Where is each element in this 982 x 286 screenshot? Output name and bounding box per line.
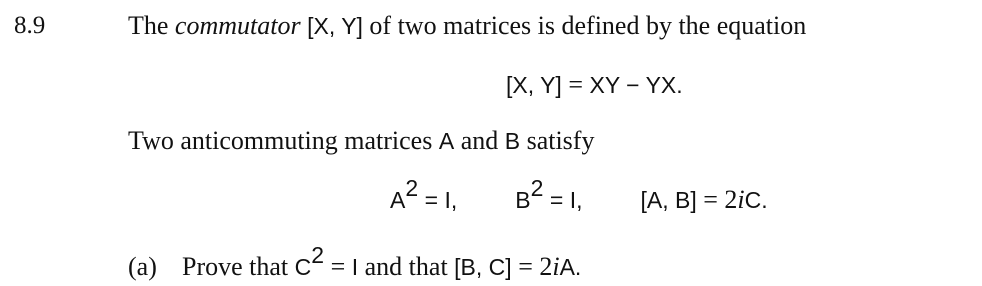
definition-equals: =	[568, 70, 583, 99]
relation-b-rest: = I,	[549, 187, 583, 213]
problem-number: 8.9	[14, 12, 46, 39]
commutator-term: commutator	[174, 11, 301, 40]
part-a-identity: I	[351, 254, 359, 280]
intro-text-after: of two matrices is defined by the equation	[369, 11, 807, 40]
definition-rhs: XY − YX.	[589, 72, 683, 98]
matrix-a: A	[438, 128, 455, 154]
part-a-variable: A.	[559, 254, 582, 280]
part-a-text-prove: Prove that	[182, 252, 289, 281]
definition-lhs: [X, Y]	[506, 72, 562, 98]
intro-line	[128, 9, 806, 43]
relation-a-base: A	[390, 187, 406, 213]
matrix-b: B	[504, 128, 521, 154]
relation-ab-commutator	[641, 185, 768, 214]
statement-text-after: satisfy	[526, 126, 595, 155]
definition-equation	[506, 68, 683, 102]
relations-equations	[390, 175, 768, 217]
relation-a-exponent: 2	[405, 175, 419, 201]
statement-line	[128, 124, 594, 158]
part-a-c-exponent: 2	[311, 242, 325, 268]
part-a-text-and-that: and that	[364, 252, 448, 281]
statement-and: and	[460, 126, 499, 155]
part-a-bc-commutator: [B, C]	[454, 254, 512, 280]
part-a-equals-1: =	[330, 252, 346, 281]
statement-text-before: Two anticommuting matrices	[128, 126, 433, 155]
relation-ab-variable: C.	[744, 187, 768, 213]
part-a-coefficient: 2	[539, 252, 553, 281]
part-a-c-base: C	[294, 254, 312, 280]
part-a-equals-2: =	[518, 252, 533, 281]
intro-text-before: The	[128, 11, 169, 40]
relation-b-squared	[515, 175, 583, 214]
relation-ab-lhs: [A, B]	[640, 187, 697, 213]
relation-b-base: B	[515, 187, 531, 213]
relation-ab-equals: =	[703, 185, 718, 214]
relation-ab-imaginary-unit: i	[737, 185, 745, 214]
relation-a-rest: = I,	[424, 187, 458, 213]
part-a-line	[128, 242, 582, 284]
part-a-label: (a)	[128, 252, 157, 281]
commutator-bracket: [X, Y]	[307, 13, 363, 39]
relation-a-squared	[390, 175, 458, 214]
part-a-imaginary-unit: i	[552, 252, 560, 281]
relation-ab-coefficient: 2	[724, 185, 738, 214]
relation-b-exponent: 2	[530, 175, 544, 201]
